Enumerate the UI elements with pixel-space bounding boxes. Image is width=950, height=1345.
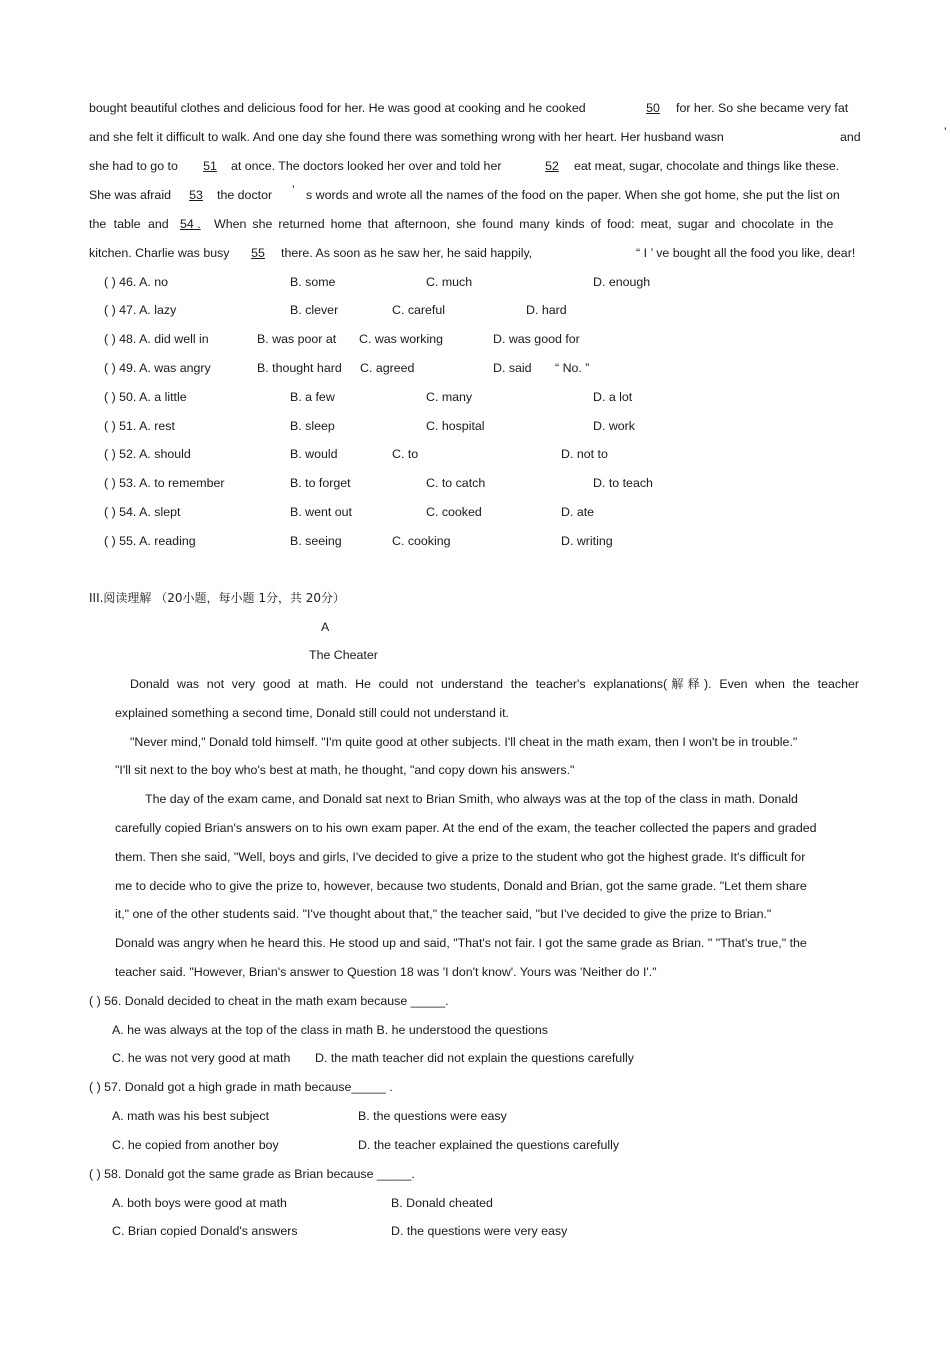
paragraph-1-post: ). Even when the teacher <box>704 677 859 691</box>
question-58: ( ) 58. Donald got the same grade as Brian because _____. <box>89 1167 415 1181</box>
paragraph-2: "Never mind," Donald told himself. "I'm quite good at other subjects. I'll cheat in the math exam, then I won't be in trouble." <box>130 735 798 749</box>
blank-53: 53 <box>189 188 203 202</box>
passage-line-3a: she had to go to <box>89 159 178 173</box>
option-b: B. was poor at <box>257 332 337 346</box>
option-d: D. not to <box>561 447 608 461</box>
option-c: C. cooked <box>426 505 482 519</box>
option-d: D. writing <box>561 534 613 548</box>
passage-line-6b: there. As soon as he saw her, he said happily, <box>281 246 533 260</box>
blank-50: 50 <box>646 101 660 115</box>
option-b: B. thought hard <box>257 361 342 375</box>
question-stem: ( ) 46. A. no <box>104 275 169 289</box>
passage-line-2b: and <box>840 130 861 144</box>
option-c: C. hospital <box>426 419 485 433</box>
paragraph-4-line-4: me to decide who to give the prize to, however, because two students, Donald and Brian, got the same grade. "Let them share <box>115 879 807 893</box>
paragraph-1-line-2: explained something a second time, Donald still could not understand it. <box>115 706 509 720</box>
option-b: B. a few <box>290 390 335 404</box>
paragraph-1-cjk: 解释 <box>667 677 704 691</box>
passage-line-4c: ’ <box>292 183 295 197</box>
passage-line-2c: ’ <box>944 125 947 139</box>
section-heading: III.阅读理解 （20小题，每小题 1分，共 20分） <box>89 591 346 605</box>
passage-line-4d: s words and wrote all the names of the food on the paper. When she got home, she put the list on <box>306 188 840 202</box>
question-58-option-d: D. the questions were very easy <box>391 1224 568 1238</box>
passage-line-4b: the doctor <box>217 188 273 202</box>
question-56-option-c: C. he was not very good at math <box>112 1051 291 1065</box>
option-c: C. cooking <box>392 534 451 548</box>
question-57-option-a: A. math was his best subject <box>112 1109 270 1123</box>
question-stem: ( ) 54. A. slept <box>104 505 181 519</box>
option-d: D. a lot <box>593 390 633 404</box>
blank-55: 55 <box>251 246 265 260</box>
passage-line-1a: bought beautiful clothes and delicious food for her. He was good at cooking and he cooked <box>89 101 586 115</box>
passage-line-5b: When she returned home that afternoon, she found many kinds of food: meat, sugar and chocolate in the <box>214 217 834 231</box>
option-d-quote: “ No. ” <box>555 361 590 375</box>
option-c: C. to <box>392 447 419 461</box>
question-stem: ( ) 51. A. rest <box>104 419 175 433</box>
question-56-option-d: D. the math teacher did not explain the questions carefully <box>315 1051 634 1065</box>
option-b: B. went out <box>290 505 352 519</box>
passage-line-4a: She was afraid <box>89 188 171 202</box>
paragraph-3: "I'll sit next to the boy who's best at math, he thought, "and copy down his answers." <box>115 763 575 777</box>
paragraph-4-line-3: them. Then she said, "Well, boys and girls, I've decided to give a prize to the student who got the highest grade. It's difficult for <box>115 850 806 864</box>
question-stem: ( ) 48. A. did well in <box>104 332 209 346</box>
question-56-options-ab: A. he was always at the top of the class in math B. he understood the questions <box>112 1023 548 1037</box>
question-stem: ( ) 55. A. reading <box>104 534 196 548</box>
option-d: D. ate <box>561 505 595 519</box>
question-stem: ( ) 53. A. to remember <box>104 476 225 490</box>
option-b: B. some <box>290 275 336 289</box>
paragraph-4-line-2: carefully copied Brian's answers on to his own exam paper. At the end of the exam, the teacher collected the papers and graded <box>115 821 817 835</box>
paragraph-4-line-5: it," one of the other students said. "I've thought about that," the teacher said, "but I've decided to give the prize to Brian." <box>115 907 772 921</box>
passage-title: The Cheater <box>309 648 378 662</box>
question-stem: ( ) 49. A. was angry <box>104 361 211 375</box>
passage-label: A <box>321 620 330 634</box>
option-c: C. many <box>426 390 473 404</box>
question-57-option-d: D. the teacher explained the questions carefully <box>358 1138 620 1152</box>
option-c: C. much <box>426 275 473 289</box>
paragraph-5-line-1: Donald was angry when he heard this. He stood up and said, "That's not fair. I got the same grade as Brian. " "That's true," the <box>115 936 807 950</box>
option-c: C. to catch <box>426 476 486 490</box>
question-stem: ( ) 47. A. lazy <box>104 303 177 317</box>
paragraph-1-pre: Donald was not very good at math. He could not understand the teacher's explanations( <box>130 677 668 691</box>
passage-line-3c: eat meat, sugar, chocolate and things like these. <box>574 159 840 173</box>
option-b: B. seeing <box>290 534 342 548</box>
question-57-option-c: C. he copied from another boy <box>112 1138 279 1152</box>
question-stem: ( ) 50. A. a little <box>104 390 187 404</box>
option-b: B. sleep <box>290 419 335 433</box>
question-58-option-c: C. Brian copied Donald's answers <box>112 1224 298 1238</box>
question-57: ( ) 57. Donald got a high grade in math because_____ . <box>89 1080 393 1094</box>
blank-54: 54 . <box>180 217 201 231</box>
option-d: D. hard <box>526 303 567 317</box>
option-d: D. said <box>493 361 532 375</box>
option-d: D. work <box>593 419 635 433</box>
passage-line-1b: for her. So she became very fat <box>676 101 849 115</box>
paragraph-1-line-1 <box>130 676 859 692</box>
paragraph-5-line-2: teacher said. "However, Brian's answer to Question 18 was 'I don't know'. Yours was 'Neither do I'." <box>115 965 657 979</box>
question-58-option-b: B. Donald cheated <box>391 1196 493 1210</box>
option-c: C. was working <box>359 332 444 346</box>
option-c: C. careful <box>392 303 446 317</box>
blank-52: 52 <box>545 159 559 173</box>
question-57-option-b: B. the questions were easy <box>358 1109 507 1123</box>
question-stem: ( ) 52. A. should <box>104 447 191 461</box>
option-d: D. was good for <box>493 332 580 346</box>
question-58-option-a: A. both boys were good at math <box>112 1196 287 1210</box>
paragraph-4-line-1: The day of the exam came, and Donald sat next to Brian Smith, who always was at the top of the class in math. Donald <box>145 792 798 806</box>
blank-51: 51 <box>203 159 217 173</box>
passage-line-3b: at once. The doctors looked her over and told her <box>231 159 502 173</box>
passage-line-5a: the table and <box>89 217 169 231</box>
question-56: ( ) 56. Donald decided to cheat in the math exam because _____. <box>89 994 449 1008</box>
option-d: D. enough <box>593 275 651 289</box>
passage-line-6a: kitchen. Charlie was busy <box>89 246 230 260</box>
option-b: B. to forget <box>290 476 351 490</box>
option-b: B. would <box>290 447 338 461</box>
passage-line-2a: and she felt it difficult to walk. And one day she found there was something wrong with her heart. Her husband wasn <box>89 130 724 144</box>
passage-line-6c: “ I ’ ve bought all the food you like, dear! <box>636 246 856 260</box>
option-c: C. agreed <box>360 361 415 375</box>
option-b: B. clever <box>290 303 339 317</box>
option-d: D. to teach <box>593 476 653 490</box>
